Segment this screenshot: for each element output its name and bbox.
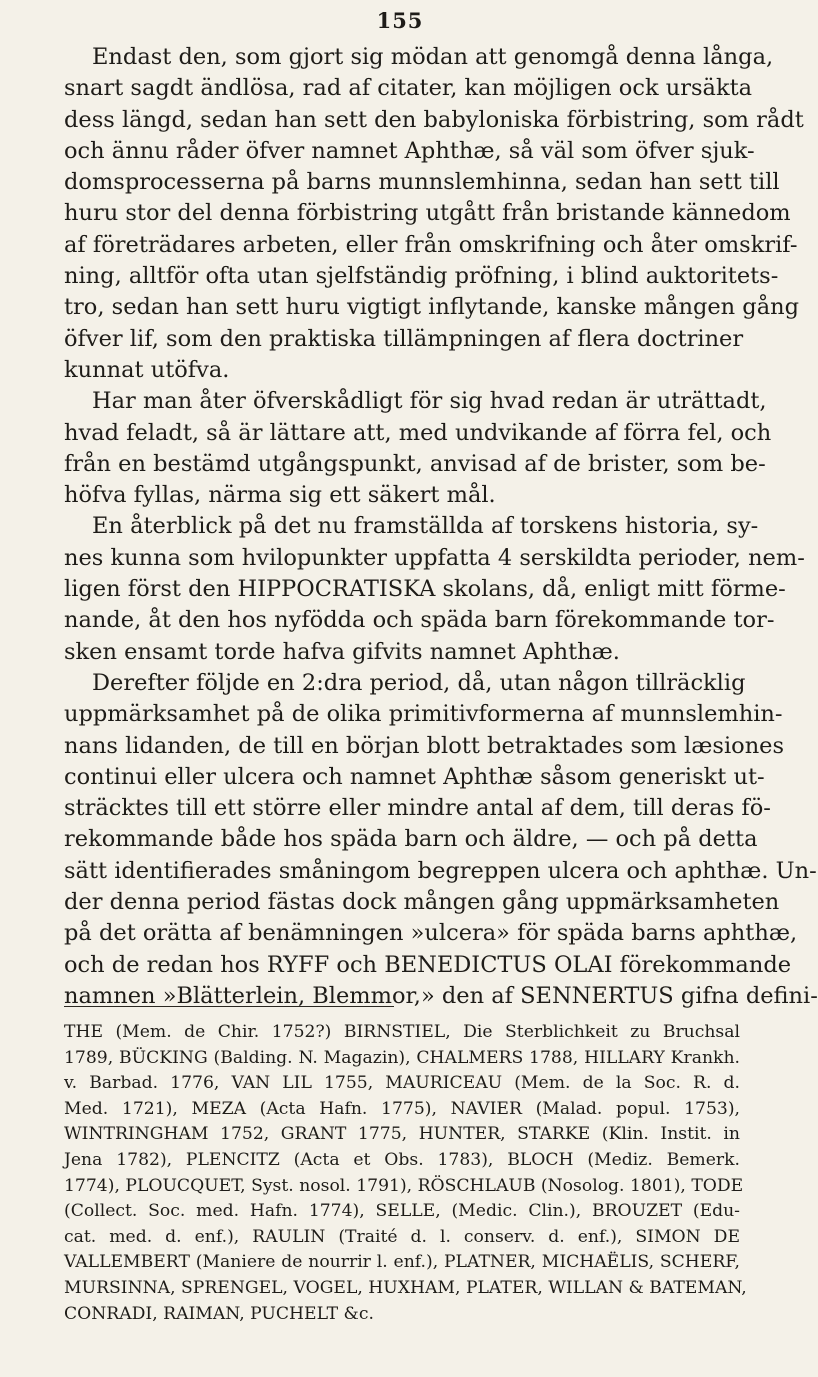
body-line: ning, alltför ofta utan sjelfständig pröfning, i blind auktoritets- [64,263,779,290]
body-line: nes kunna som hvilopunkter uppfatta 4 serskildta perioder, nem- [64,544,805,571]
body-line: nande, åt den hos nyfödda och späda barn förekommande tor- [64,607,775,634]
body-line: der denna period fästas dock mången gång uppmärksamheten [64,889,780,916]
body-line: höfva fyllas, närma sig ett säkert mål. [64,482,496,509]
footnote-line: 1774), PLOUCQUET, Syst. nosol. 1791), RÖSCHLAUB (Nosolog. 1801), TODE [64,1175,744,1196]
footnote-line: Med. 1721), MEZA (Acta Hafn. 1775), NAVIER (Malad. popul. 1753), [64,1098,740,1119]
body-line: ligen först den HIPPOCRATISKA skolans, då, enligt mitt förme- [64,576,786,603]
body-line: och de redan hos RYFF och BENEDICTUS OLAI förekommande [64,951,792,978]
body-line: sträcktes till ett större eller mindre antal af dem, till deras fö- [64,795,771,822]
body-line: domsprocesserna på barns munnslemhinna, sedan han sett till [64,169,780,196]
footnote-line: WINTRINGHAM 1752, GRANT 1775, HUNTER, STARKE (Klin. Instit. in [64,1124,740,1145]
footnote-line: CONRADI, RAIMAN, PUCHELT &c. [64,1303,374,1324]
body-line: öfver lif, som den praktiska tillämpningen af flera doctriner [64,325,744,352]
body-line: hvad feladt, så är lättare att, med undvikande af förra fel, och [64,419,772,446]
body-line: dess längd, sedan han sett den babyloniska förbistring, som rådt [64,106,804,133]
body-line: tro, sedan han sett huru vigtigt inflytande, kanske mången gång [64,294,800,321]
page-number: 155 [376,8,424,33]
body-line: namnen »Blätterlein, Blemmor,» den af SENNERTUS gifna defini- [64,982,818,1009]
body-line: huru stor del denna förbistring utgått från bristande kännedom [64,200,791,227]
body-line: Endast den, som gjort sig mödan att genomgå denna långa, [92,44,774,70]
footnote-line: MURSINNA, SPRENGEL, VOGEL, HUXHAM, PLATER, WILLAN & BATEMAN, [64,1277,747,1298]
body-line: Har man åter öfverskådligt för sig hvad redan är uträttadt, [92,388,767,415]
body-line: Derefter följde en 2:dra period, då, utan någon tillräcklig [92,669,746,696]
body-line: rekommande både hos späda barn och äldre, — och på detta [64,826,758,853]
body-line: af företrädares arbeten, eller från omskrifning och åter omskrif- [64,231,798,258]
body-text [64,42,818,1012]
footnote-line: v. Barbad. 1776, VAN LIL 1755, MAURICEAU (Mem. de la Soc. R. d. [64,1073,740,1094]
body-line: sken ensamt torde hafva gifvits namnet Aphthæ. [64,638,620,665]
footnote-line: 1789, BÜCKING (Balding. N. Magazin), CHALMERS 1788, HILLARY Krankh. [64,1047,740,1068]
body-line: En återblick på det nu framställda af torskens historia, sy- [92,513,759,540]
footnote-line: VALLEMBERT (Maniere de nourrir l. enf.), PLATNER, MICHAËLIS, SCHERF, [64,1252,740,1273]
footnote-line: (Collect. Soc. med. Hafn. 1774), SELLE, (Medic. Clin.), BROUZET (Edu- [64,1201,740,1222]
body-line: uppmärksamhet på de olika primitivformerna af munnslemhin- [64,701,783,728]
body-line: continui eller ulcera och namnet Aphthæ såsom generiskt ut- [64,763,765,790]
footnote-separator [64,1006,394,1007]
footnote-line: THE (Mem. de Chir. 1752?) BIRNSTIEL, Die Sterblichkeit zu Bruchsal [64,1022,740,1042]
body-line: på det orätta af benämningen »ulcera» för späda barns aphthæ, [64,920,798,947]
body-line: snart sagdt ändlösa, rad af citater, kan möjligen ock ursäkta [64,75,753,102]
body-line: nans lidanden, de till en början blott betraktades som læsiones [64,732,785,759]
footnotes [64,1020,747,1327]
body-line: kunnat utöfva. [64,356,230,383]
footnote-line: Jena 1782), PLENCITZ (Acta et Obs. 1783), BLOCH (Mediz. Bemerk. [64,1149,740,1170]
footnote-line: cat. med. d. enf.), RAULIN (Traité d. l. conserv. d. enf.), SIMON DE [64,1226,740,1247]
body-line: från en bestämd utgångspunkt, anvisad af de brister, som be- [64,450,766,477]
body-line: sätt identifierades småningom begreppen ulcera och aphthæ. Un- [64,857,817,884]
body-line: och ännu råder öfver namnet Aphthæ, så väl som öfver sjuk- [64,137,755,164]
